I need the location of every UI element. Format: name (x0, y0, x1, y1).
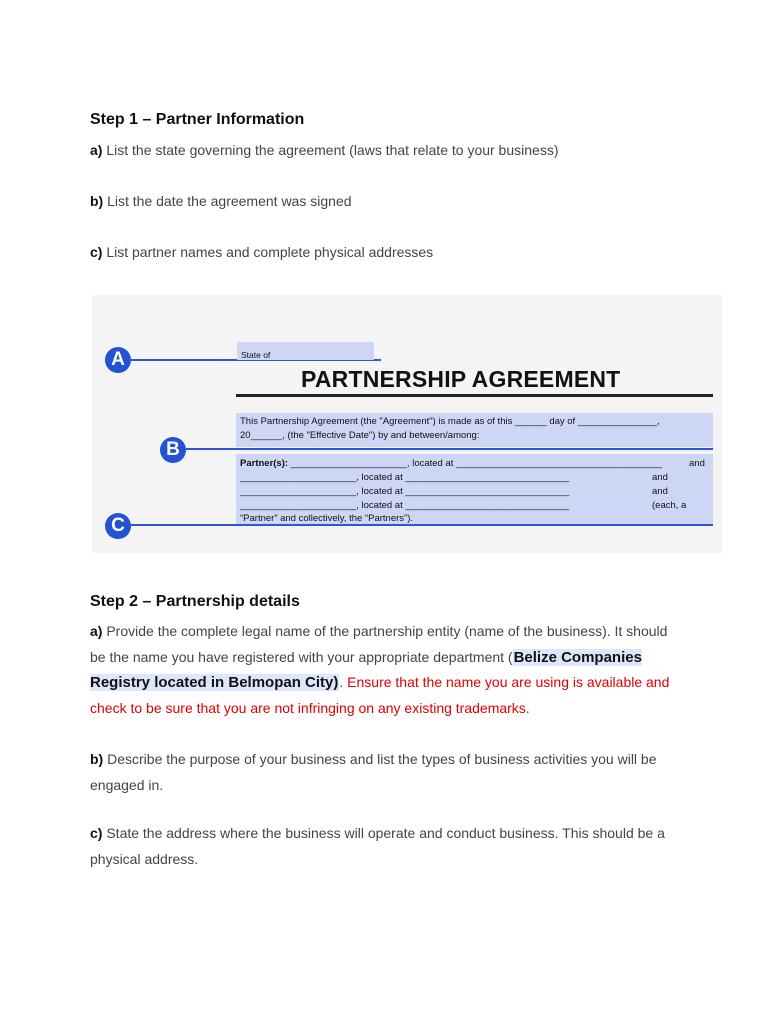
pointer-line-b (186, 448, 713, 450)
item-letter: c) (90, 244, 103, 260)
partners-closing: “Partner” and collectively, the “Partners”). (240, 513, 413, 524)
title-rule (236, 394, 713, 397)
marker-a: A (105, 347, 131, 373)
item-letter: c) (90, 825, 103, 841)
item-letter: a) (90, 142, 103, 158)
row-start: ______________________, located at (240, 486, 403, 497)
item-letter: a) (90, 623, 103, 639)
item-text: State the address where the business will operate and conduct business. This should be a physical address. (90, 825, 665, 867)
partners-label: Partner(s): (240, 458, 289, 469)
agreement-figure (92, 295, 722, 553)
row-mid: _______________________________ (405, 486, 570, 497)
item-text: Provide the complete legal name of the partnership entity (name of the business). It should be the name you have registered with your appropriate department ( (90, 623, 668, 665)
partners-row-0 (240, 458, 705, 469)
step1-item-a (90, 138, 680, 164)
step2-item-c (90, 821, 680, 872)
partners-row-3 (240, 500, 687, 511)
step1-item-b (90, 189, 680, 215)
row-end: and (689, 458, 705, 469)
registry-highlight: Belize Companies Registry located in Belmopan City) (90, 648, 642, 691)
partners-row-2 (240, 486, 668, 497)
row-end: and (652, 486, 668, 497)
item-text: List partner names and complete physical addresses (102, 244, 434, 260)
state-label: State of (241, 350, 271, 360)
step1-item-c (90, 240, 680, 266)
row-end: (each, a (652, 500, 687, 511)
marker-b: B (160, 437, 186, 463)
intro-line-2: 20______, (the "Effective Date") by and between/among: (240, 430, 480, 441)
intro-line-1: This Partnership Agreement (the "Agreement") is made as of this ______ day of _______________, (240, 416, 660, 427)
agreement-title: PARTNERSHIP AGREEMENT (301, 366, 621, 392)
step2-item-b (90, 747, 680, 798)
row-end: and (652, 472, 668, 483)
item-text: List the state governing the agreement (laws that relate to your business) (102, 142, 559, 158)
item-text-cont: . (339, 674, 348, 690)
marker-c: C (105, 513, 131, 539)
step1-heading: Step 1 – Partner Information (90, 111, 305, 128)
blank: ______________________, located at _______________________________________ (290, 458, 663, 469)
step2-heading: Step 2 – Partnership details (90, 593, 300, 610)
partners-row-1 (240, 472, 668, 483)
row-mid: _______________________________ (405, 500, 570, 511)
step2-item-a (90, 619, 680, 721)
item-text: List the date the agreement was signed (103, 193, 352, 209)
item-letter: b) (90, 193, 104, 209)
item-letter: b) (90, 751, 104, 767)
row-start: ______________________, located at (240, 472, 403, 483)
pointer-line-c (131, 524, 713, 526)
row-mid: _______________________________ (405, 472, 570, 483)
item-text: Describe the purpose of your business and list the types of business activities you will be engaged in. (90, 751, 657, 793)
trademark-warning: Ensure that the name you are using is available and check to be sure that you are not infringing on any existing trademarks. (90, 674, 670, 716)
row-start: ______________________, located at (240, 500, 403, 511)
